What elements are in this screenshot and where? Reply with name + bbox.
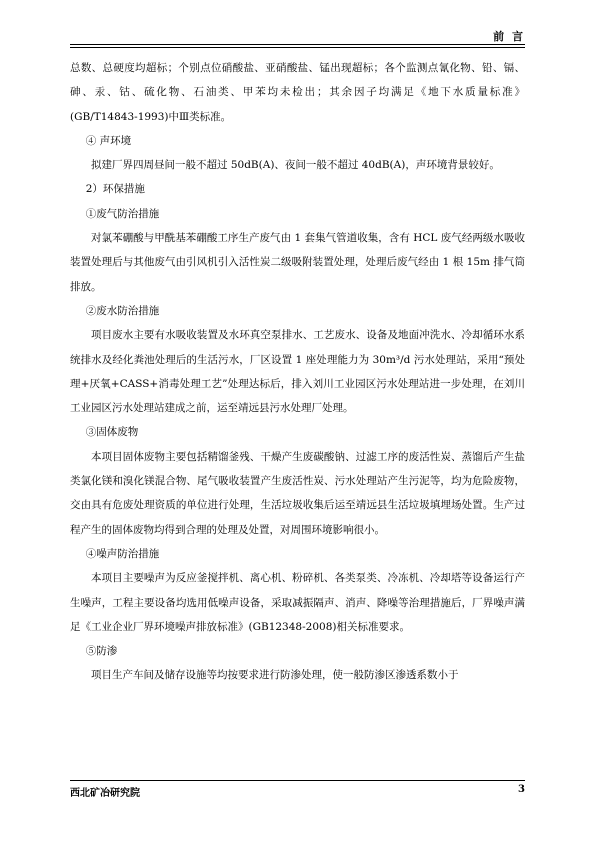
page-number: 3 bbox=[518, 784, 525, 795]
footer-rule bbox=[70, 780, 525, 781]
header-rule-thin bbox=[70, 47, 525, 48]
heading-solid-waste: ③固体废物 bbox=[85, 426, 139, 439]
heading-waste-water: ②废水防治措施 bbox=[85, 304, 160, 317]
header-section-title: 前 言 bbox=[493, 30, 525, 43]
heading-sound-environment: ④ 声环境 bbox=[85, 134, 132, 147]
paragraph-waste-water: 项目废水主要有水吸收装置及水环真空泵排水、工艺废水、设备及地面冲洗水、冷却循环水系统排水及经化粪池处理后的生活污水，厂区设置 1 座处理能力为 30m³/d 污水处理站，采用“预处理+厌氧+CASS+消毒处理工艺”处理达标后，排入刘川工业园区污水处理站进一步处理，在刘川工业园区污水处理站建成之前，运至靖远县污水处理厂处理。 bbox=[70, 329, 525, 415]
heading-env-measures: 2）环保措施 bbox=[85, 183, 145, 196]
paragraph-solid-waste: 本项目固体废物主要包括精馏釜残、干燥产生废碳酸钠、过滤工序的废活性炭、蒸馏后产生盐类氯化镁和溴化镁混合物、尾气吸收装置产生废活性炭、污水处理站产生污泥等，均为危险废物，交由具有危废处理资质的单位进行处理，生活垃圾收集后运至靖远县生活垃圾填埋场处置。生产过程产生的固体废物均得到合理的处理及处置，对周围环境影响很小。 bbox=[70, 450, 525, 536]
heading-seepage: ⑤防渗 bbox=[85, 645, 118, 658]
header-rule bbox=[70, 44, 525, 45]
footer-organization: 西北矿冶研究院 bbox=[70, 788, 140, 799]
heading-waste-gas: ①废气防治措施 bbox=[85, 207, 160, 220]
heading-noise: ④噪声防治措施 bbox=[85, 547, 160, 560]
paragraph-waste-gas: 对氯苯硼酸与甲酰基苯硼酸工序生产废气由 1 套集气管道收集，含有 HCL 废气经两级水吸收装置处理后与其他废气由引风机引入活性炭二级吸附装置处理，处理后废气经由 1 根 15m 排气筒排放。 bbox=[70, 232, 525, 293]
paragraph-sound-environment: 拟建厂界四周昼间一般不超过 50dB(A)、夜间一般不超过 40dB(A)，声环境背景较好。 bbox=[91, 159, 500, 172]
paragraph-noise: 本项目主要噪声为反应釜搅拌机、离心机、粉碎机、各类泵类、冷冻机、冷却塔等设备运行产生噪声，工程主要设备均选用低噪声设备，采取减振隔声、消声、降噪等治理措施后，厂界噪声满足《工业企业厂界环境噪声排放标准》(GB12348-2008)相关标准要求。 bbox=[70, 572, 525, 633]
body-text bbox=[70, 56, 525, 688]
paragraph-groundwater-cont: 总数、总硬度均超标；个别点位硝酸盐、亚硝酸盐、锰出现超标；各个监测点氰化物、铅、镉、砷、汞、钴、硫化物、石油类、甲苯均未检出；其余因子均满足《地下水质量标准》(GB/T14843-1993)中Ⅲ类标准。 bbox=[70, 62, 525, 123]
paragraph-seepage: 项目生产车间及储存设施等均按要求进行防渗处理，使一般防渗区渗透系数小于 bbox=[91, 669, 459, 682]
